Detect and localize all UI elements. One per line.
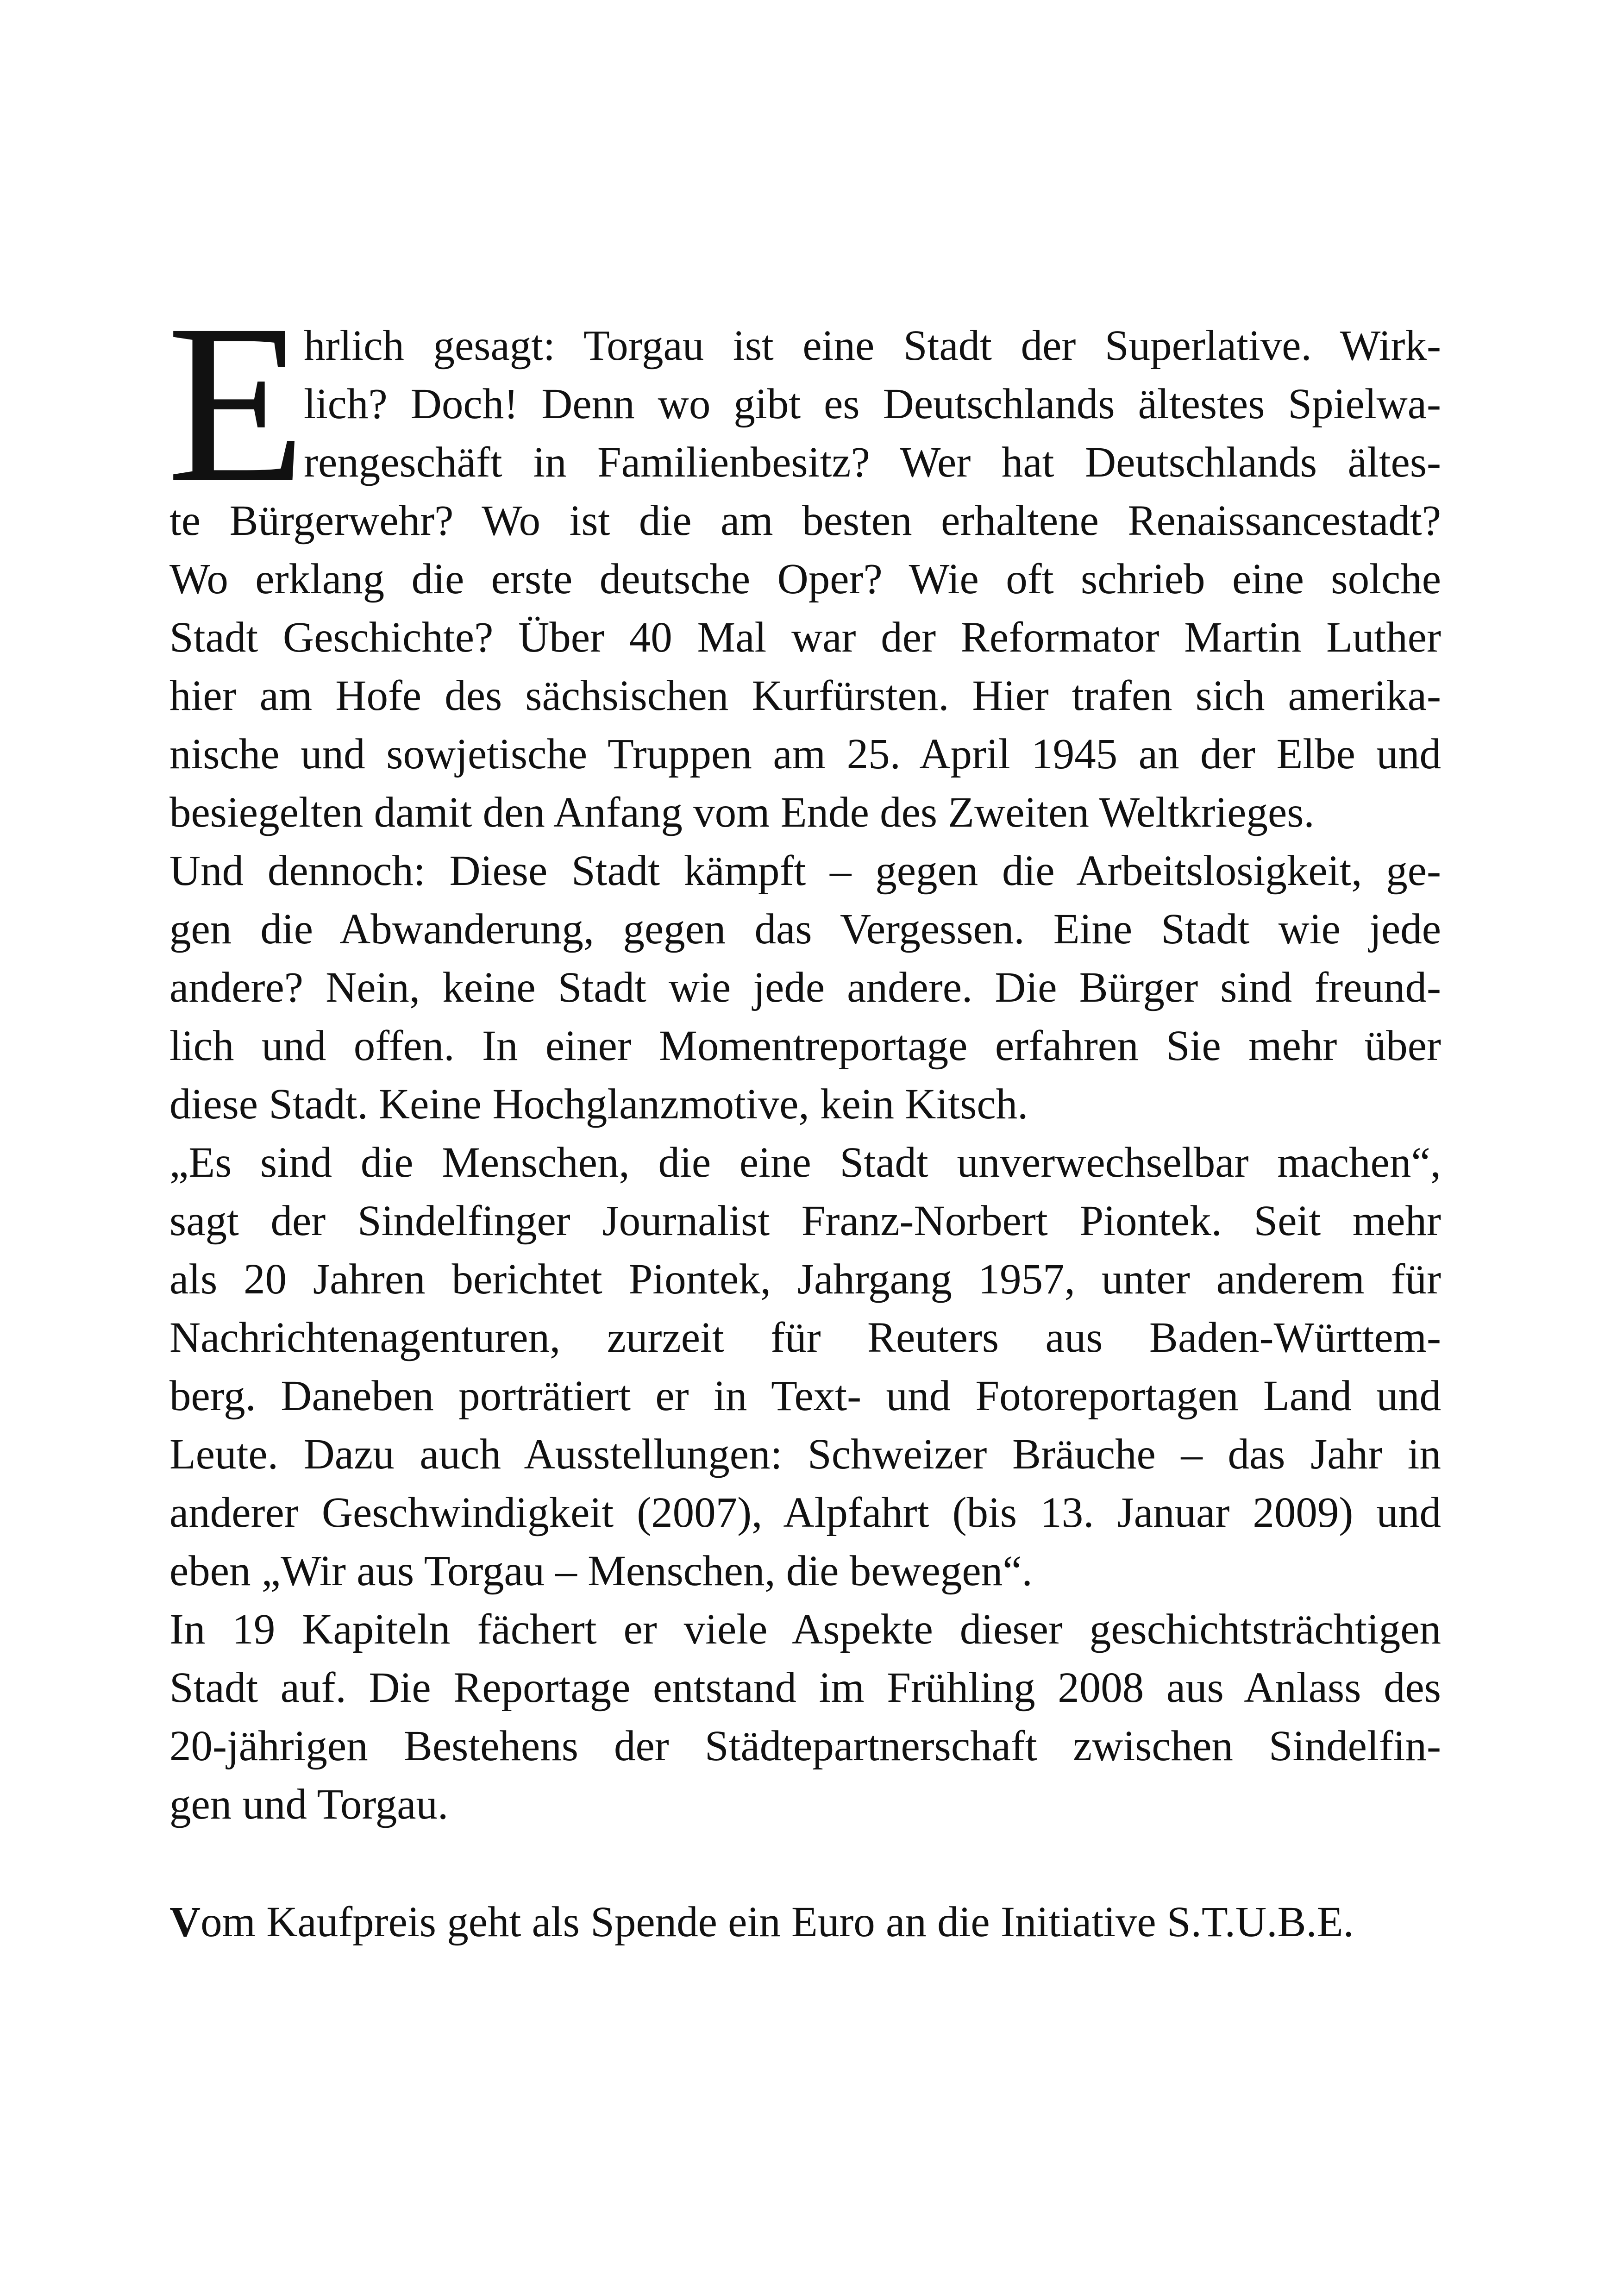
- donation-note-initial: V: [169, 1898, 201, 1946]
- document-page: [167, 278, 1441, 1951]
- text-line: nische und sowjetische Truppen am 25. April 1945 an der Elbe und: [169, 730, 1441, 778]
- text-line: eben „Wir aus Torgau – Menschen, die bewegen“.: [169, 1547, 1033, 1595]
- donation-note-text: om Kaufpreis geht als Spende ein Euro an die Initiative S.T.U.B.E.: [201, 1898, 1354, 1946]
- text-line: te Bürgerwehr? Wo ist die am besten erhaltene Renaissancestadt?: [169, 497, 1441, 545]
- text-line: 20-jährigen Bestehens der Städtepartnerschaft zwischen Sindelfin-: [169, 1722, 1441, 1770]
- drop-cap: E: [167, 278, 306, 530]
- text-line: rengeschäft in Familienbesitz? Wer hat Deutschlands ältes-: [304, 439, 1441, 486]
- text-line: In 19 Kapiteln fächert er viele Aspekte dieser geschichtsträchtigen: [169, 1606, 1441, 1653]
- text-line: „Es sind die Menschen, die eine Stadt unverwechselbar machen“,: [169, 1139, 1441, 1186]
- text-line: berg. Daneben porträtiert er in Text- und Fotoreportagen Land und: [169, 1372, 1441, 1420]
- text-line: Nachrichtenagenturen, zurzeit für Reuters aus Baden-Württem-: [169, 1314, 1441, 1361]
- text-line: Stadt Geschichte? Über 40 Mal war der Reformator Martin Luther: [169, 614, 1441, 661]
- text-line: besiegelten damit den Anfang vom Ende des Zweiten Weltkrieges.: [169, 789, 1315, 836]
- text-line: Leute. Dazu auch Ausstellungen: Schweizer Bräuche – das Jahr in: [169, 1430, 1441, 1478]
- text-line: als 20 Jahren berichtet Piontek, Jahrgang 1957, unter anderem für: [169, 1255, 1441, 1303]
- body-text: [167, 278, 1441, 1834]
- text-line: sagt der Sindelfinger Journalist Franz-Norbert Piontek. Seit mehr: [169, 1197, 1441, 1245]
- text-line: gen die Abwanderung, gegen das Vergessen. Eine Stadt wie jede: [169, 905, 1441, 953]
- text-line: diese Stadt. Keine Hochglanzmotive, kein Kitsch.: [169, 1080, 1028, 1128]
- text-line: Wo erklang die erste deutsche Oper? Wie oft schrieb eine solche: [169, 555, 1441, 603]
- text-line: hier am Hofe des sächsischen Kurfürsten. Hier trafen sich amerika-: [169, 672, 1441, 720]
- donation-note: [169, 1893, 1441, 1951]
- text-line: Stadt auf. Die Reportage entstand im Frühling 2008 aus Anlass des: [169, 1664, 1441, 1712]
- text-line: hrlich gesagt: Torgau ist eine Stadt der Superlative. Wirk-: [304, 322, 1441, 370]
- text-line: anderer Geschwindigkeit (2007), Alpfahrt (bis 13. Januar 2009) und: [169, 1489, 1441, 1537]
- text-line: Und dennoch: Diese Stadt kämpft – gegen die Arbeitslosigkeit, ge-: [169, 847, 1441, 895]
- text-line: gen und Torgau.: [169, 1781, 449, 1828]
- text-line: lich? Doch! Denn wo gibt es Deutschlands ältestes Spielwa-: [304, 380, 1441, 428]
- text-line: andere? Nein, keine Stadt wie jede andere. Die Bürger sind freund-: [169, 964, 1441, 1011]
- text-line: lich und offen. In einer Momentreportage erfahren Sie mehr über: [169, 1022, 1441, 1070]
